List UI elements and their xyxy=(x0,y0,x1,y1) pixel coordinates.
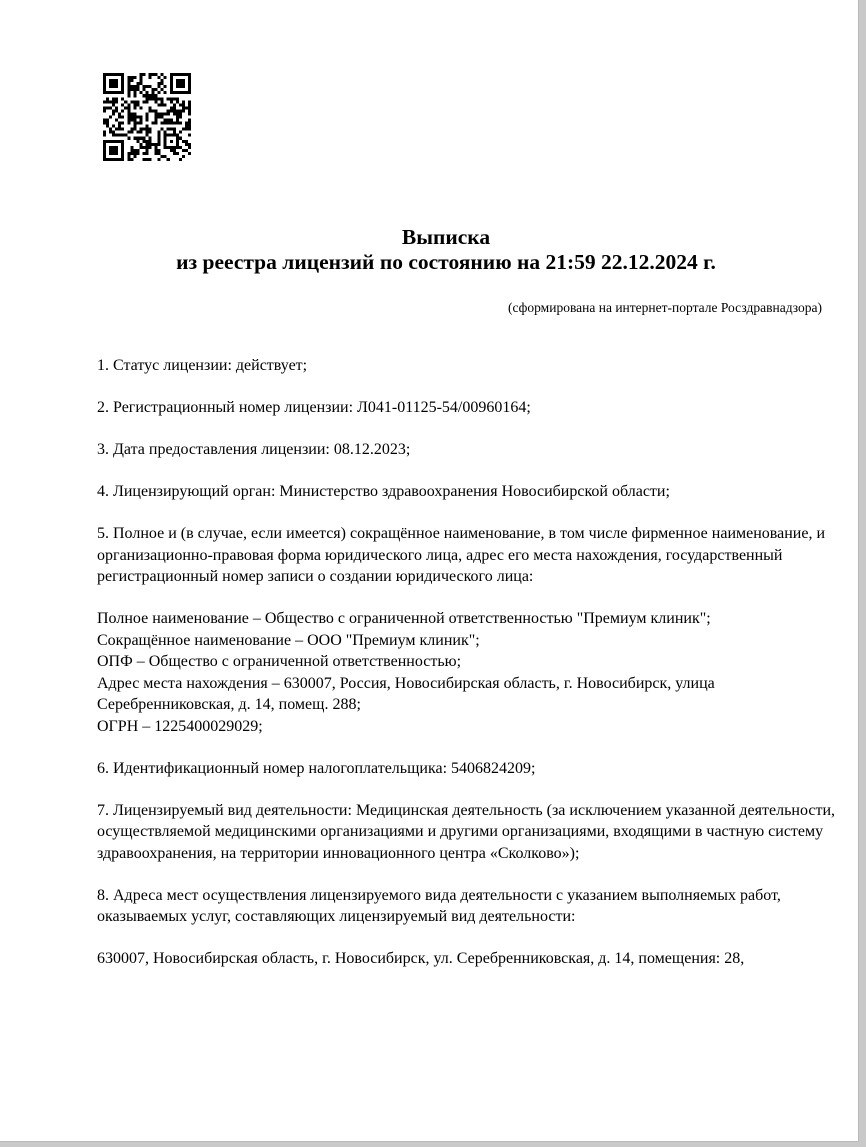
paragraph: 4. Лицензирующий орган: Министерство здравоохранения Новосибирской области; xyxy=(97,483,670,500)
document-subtitle: (сформирована на интернет-портале Росздравнадзора) xyxy=(507,300,822,315)
paragraph: 2. Регистрационный номер лицензии: Л041-01125-54/00960164; xyxy=(97,399,531,416)
paragraph: 630007, Новосибирская область, г. Новосибирск, ул. Серебренниковская, д. 14, помещения: 28, xyxy=(97,950,745,967)
paragraph: 6. Идентификационный номер налогоплательщика: 5406824209; xyxy=(97,759,536,777)
paragraph: 8. Адреса мест осуществления лицензируемого вида деятельности с указанием выполняемых работ, оказываемых услуг, составляющих лицензируемый вид деятельности: xyxy=(97,886,781,925)
paragraph-line: ОПФ – Общество с ограниченной ответственностью; xyxy=(97,653,462,670)
paragraph: 5. Полное и (в случае, если имеется) сокращённое наименование, в том числе фирменное наименование, и организационно-правовая форма юридического лица, адрес его места нахождения, государственный регистрационный номер записи о создании юридического лица: xyxy=(97,525,826,585)
title-line-1: Выписка xyxy=(401,225,491,249)
paragraph: 7. Лицензируемый вид деятельности: Медицинская деятельность (за исключением указанной деятельности, осуществляемой медицинскими организациями и другими организациями, входящими в частную систему здравоохранения, на территории инновационного центра «Сколково»); xyxy=(97,801,836,862)
paragraph: 1. Статус лицензии: действует; xyxy=(97,357,308,374)
title-line-2: из реестра лицензий по состоянию на 21:59 22.12.2024 г. xyxy=(176,250,716,274)
paragraph: 3. Дата предоставления лицензии: 08.12.2023; xyxy=(97,441,411,458)
paragraph-line: Адрес места нахождения – 630007, Россия, Новосибирская область, г. Новосибирск, улица Серебренниковская, д. 14, помещ. 288; xyxy=(97,674,715,713)
qr-code-icon xyxy=(103,73,191,161)
document-title xyxy=(97,225,795,275)
document-body xyxy=(97,355,848,970)
paragraph xyxy=(97,608,848,737)
paragraph-line: Сокращённое наименование – ООО "Премиум клиник"; xyxy=(97,631,480,649)
paragraph-line: ОГРН – 1225400029029; xyxy=(97,717,263,735)
paragraph-line: Полное наименование – Общество с ограниченной ответственностью "Премиум клиник"; xyxy=(97,610,711,627)
